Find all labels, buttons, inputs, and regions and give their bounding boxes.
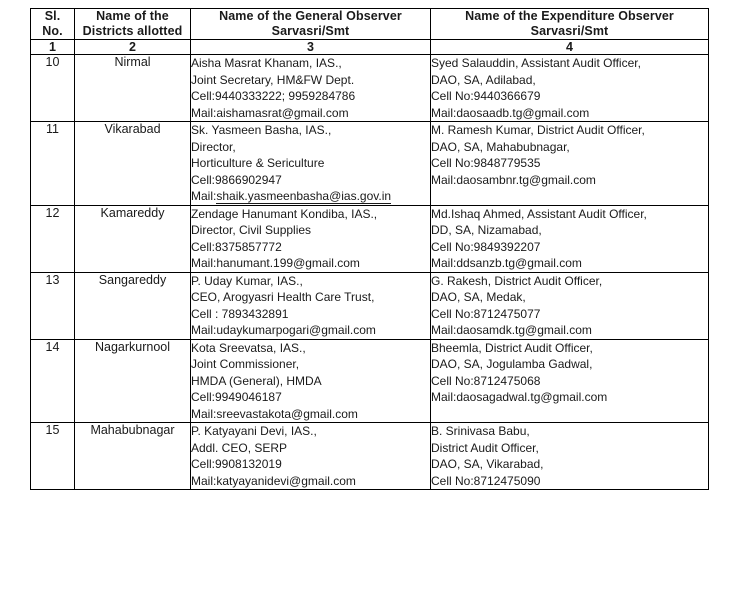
column-header-expenditure-observer-line2: Sarvasri/Smt [530,24,609,38]
cell-general-observer-line: Horticulture & Sericulture [191,156,325,170]
cell-expenditure-observer-line: Mail:daosaadb.tg@gmail.com [431,105,590,120]
column-header-general-observer-line2: Sarvasri/Smt [271,24,350,38]
table-row [31,339,709,423]
cell-sl-no: 10 [31,55,75,122]
cell-expenditure-observer [431,55,709,122]
table-row [31,205,709,272]
table-row [31,272,709,339]
cell-expenditure-observer [431,272,709,339]
cell-general-observer-line: CEO, Arogyasri Health Care Trust, [191,290,375,304]
column-number-3: 3 [191,40,431,55]
cell-expenditure-observer-line: Syed Salauddin, Assistant Audit Officer, [431,56,641,70]
table-column-number-row [31,40,709,55]
cell-general-observer [191,122,431,206]
table-row [31,55,709,122]
cell-general-observer [191,339,431,423]
cell-expenditure-observer-line: DAO, SA, Medak, [431,290,526,304]
cell-expenditure-observer-line: DAO, SA, Jogulamba Gadwal, [431,357,593,371]
cell-general-observer-line: Cell:8375857772 [191,239,282,254]
cell-general-observer-line: HMDA (General), HMDA [191,373,322,388]
cell-expenditure-observer-line: Mail:ddsanzb.tg@gmail.com [431,256,582,270]
cell-expenditure-observer-line: Cell No:9848779535 [431,156,541,170]
cell-expenditure-observer-line: Md.Ishaq Ahmed, Assistant Audit Officer, [431,206,647,221]
cell-general-observer-line: Mail:sreevastakota@gmail.com [191,406,358,421]
cell-general-observer-line: Aisha Masrat Khanam, IAS., [191,56,342,70]
column-header-sl-no-line2: No. [42,24,63,38]
cell-district: Kamareddy [75,205,191,272]
cell-expenditure-observer-line: B. Srinivasa Babu, [431,424,530,438]
cell-expenditure-observer-line: M. Ramesh Kumar, District Audit Officer, [431,123,645,137]
cell-expenditure-observer-line: Bheemla, District Audit Officer, [431,340,593,355]
table-header-row [31,9,709,40]
cell-expenditure-observer-line: Mail:daosamdk.tg@gmail.com [431,323,592,337]
cell-district: Sangareddy [75,272,191,339]
cell-general-observer-line: Mail:katyayanidevi@gmail.com [191,473,356,488]
cell-general-observer-line: Zendage Hanumant Kondiba, IAS., [191,206,378,221]
cell-expenditure-observer-line: Cell No:9849392207 [431,239,541,254]
cell-sl-no: 13 [31,272,75,339]
cell-sl-no: 15 [31,423,75,490]
cell-general-observer-line: P. Katyayani Devi, IAS., [191,424,317,438]
cell-general-observer [191,205,431,272]
cell-expenditure-observer-line: Mail:daosambnr.tg@gmail.com [431,172,596,187]
cell-expenditure-observer-line: Cell No:9440366679 [431,89,541,103]
cell-general-observer-line: Director, Civil Supplies [191,223,312,237]
cell-general-observer [191,55,431,122]
cell-expenditure-observer-line: DAO, SA, Mahabubnagar, [431,139,570,154]
cell-general-observer-line: Cell:9866902947 [191,172,282,187]
column-header-sl-no-line1: Sl. [44,9,61,23]
cell-general-observer-line: P. Uday Kumar, IAS., [191,273,303,288]
cell-general-observer-line: Kota Sreevatsa, IAS., [191,340,306,355]
column-header-sl-no [31,9,75,40]
table-body [31,55,709,490]
cell-sl-no: 12 [31,205,75,272]
cell-expenditure-observer-line: Cell No:8712475068 [431,373,541,388]
cell-general-observer-line: Joint Secretary, HM&FW Dept. [191,72,355,87]
cell-general-observer-line: Cell:9440333222; 9959284786 [191,89,356,103]
column-header-expenditure-observer-line1: Name of the Expenditure Observer [465,9,674,23]
cell-general-observer [191,423,431,490]
cell-district: Mahabubnagar [75,423,191,490]
cell-general-observer-line: Director, [191,139,236,154]
cell-expenditure-observer-line: District Audit Officer, [431,440,539,455]
column-number-4: 4 [431,40,709,55]
column-header-districts [75,9,191,40]
cell-expenditure-observer [431,205,709,272]
cell-general-observer-line: Mail:shaik.yasmeenbasha@ias.gov.in [191,189,392,203]
cell-general-observer-line: Addl. CEO, SERP [191,440,288,455]
cell-expenditure-observer-line: DD, SA, Nizamabad, [431,223,542,237]
column-header-general-observer-line1: Name of the General Observer [219,9,402,23]
table-row [31,122,709,206]
cell-general-observer [191,272,431,339]
cell-sl-no: 11 [31,122,75,206]
cell-expenditure-observer-line: Cell No:8712475090 [431,473,541,488]
column-header-general-observer [191,9,431,40]
cell-expenditure-observer [431,423,709,490]
column-header-districts-line2: Districts allotted [82,24,183,38]
email-link[interactable]: shaik.yasmeenbasha@ias.gov.in [216,189,392,203]
cell-expenditure-observer-line: G. Rakesh, District Audit Officer, [431,273,603,288]
cell-general-observer-line: Mail:udaykumarpogari@gmail.com [191,323,376,337]
column-header-districts-line1: Name of the [96,9,169,23]
cell-expenditure-observer-line: DAO, SA, Adilabad, [431,72,536,87]
cell-expenditure-observer-line: Cell No:8712475077 [431,306,541,321]
column-header-expenditure-observer [431,9,709,40]
column-number-1: 1 [31,40,75,55]
cell-general-observer-line: Cell:9908132019 [191,457,282,471]
cell-general-observer-line: Mail:aishamasrat@gmail.com [191,105,349,120]
cell-expenditure-observer [431,122,709,206]
cell-general-observer-line: Sk. Yasmeen Basha, IAS., [191,123,332,137]
column-number-2: 2 [75,40,191,55]
cell-general-observer-line: Cell:9949046187 [191,390,282,404]
cell-general-observer-line: Mail:hanumant.199@gmail.com [191,256,360,270]
cell-district: Nirmal [75,55,191,122]
cell-expenditure-observer [431,339,709,423]
cell-expenditure-observer-line: Mail:daosagadwal.tg@gmail.com [431,390,608,404]
cell-expenditure-observer-line: DAO, SA, Vikarabad, [431,457,544,471]
cell-district: Nagarkurnool [75,339,191,423]
cell-sl-no: 14 [31,339,75,423]
observers-table [30,8,709,490]
cell-general-observer-line: Cell : 7893432891 [191,306,289,321]
table-row [31,423,709,490]
cell-general-observer-line: Joint Commissioner, [191,357,300,371]
cell-district: Vikarabad [75,122,191,206]
